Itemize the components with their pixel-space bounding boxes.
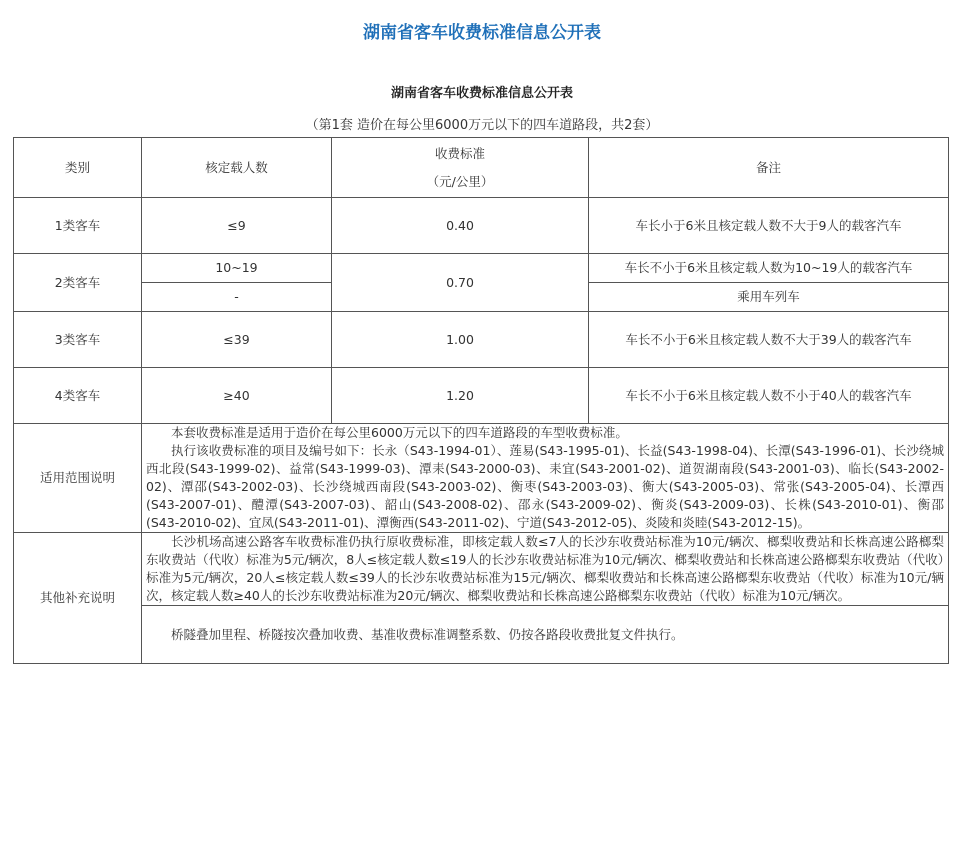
header-fee-unit: （元/公里） xyxy=(426,173,494,189)
table-row xyxy=(14,312,949,368)
row-remark: 乘用车列车 xyxy=(589,283,949,312)
other-paragraph: 桥隧叠加里程、桥隧按次叠加收费、基准收费标准调整系数、仍按各路段收费批复文件执行。 xyxy=(171,626,684,642)
header-fee-label: 收费标准 xyxy=(434,145,485,161)
header-category: 类别 xyxy=(14,138,142,198)
row-fee: 0.40 xyxy=(332,198,589,254)
row-seats: ≤39 xyxy=(142,312,332,368)
header-seats: 核定载人数 xyxy=(142,138,332,198)
other-description xyxy=(142,606,949,664)
row-remark: 车长不小于6米且核定载人数不大于39人的载客汽车 xyxy=(589,312,949,368)
row-category: 3类客车 xyxy=(14,312,142,368)
table-header-row xyxy=(14,138,949,198)
other-paragraph: 长沙机场高速公路客车收费标准仍执行原收费标准，即核定载人数≤7人的长沙东收费站标准为10元/辆次、榔梨收费站和长株高速公路榔梨东收费站（代收）标准为5元/辆次，8人≤核定载人数≤19人的长沙东收费站标准为10元/辆次、榔梨收费站和长株高速公路榔梨东收费站（代收）标准为5元/辆次，20人≤核定载人数≤39人的长沙东收费站标准为15元/辆次、榔梨收费站和长株高速公路榔梨东收费站（代收）标准为10元/辆次，核定载人数≥40人的长沙东收费站标准为20元/辆次、榔梨收费站和长株高速公路榔梨东收费站（代收）标准为10元/辆次。 xyxy=(146,534,944,603)
row-fee: 1.20 xyxy=(332,368,589,424)
row-remark: 车长不小于6米且核定载人数为10~19人的载客汽车 xyxy=(589,254,949,283)
row-fee: 1.00 xyxy=(332,312,589,368)
scope-description xyxy=(142,424,949,533)
scope-label: 适用范围说明 xyxy=(14,424,142,533)
row-category: 1类客车 xyxy=(14,198,142,254)
row-remark: 车长不小于6米且核定载人数不小于40人的载客汽车 xyxy=(589,368,949,424)
row-seats: ≥40 xyxy=(142,368,332,424)
other-row xyxy=(14,533,949,606)
row-category: 2类客车 xyxy=(14,254,142,312)
scope-paragraph: 执行该收费标准的项目及编号如下：长永（S43-1994-01）、莲易(S43-1995-01)、长益(S43-1998-04)、长潭(S43-1996-01)、长沙绕城西北段(S43-1999-02)、益常(S43-1999-03)、潭耒(S43-2000-03)、耒宜(S43-2001-02)、道贺湖南段(S43-2001-03)、临长(S43-2002-02)、潭邵(S43-2002-03)、长沙绕城西南段(S43-2003-02)、衡枣(S43-2003-03)、衡大(S43-2005-03)、常张(S43-2005-04)、长潭西(S43-2007-01)、醴潭(S43-2007-03)、韶山(S43-2008-02)、邵永(S43-2009-02)、衡炎(S43-2009-03)、长株(S43-2010-01)、衡邵(S43-2010-02)、宜凤(S43-2011-01)、潭衡西(S43-2011-02)、宁道(S43-2012-05)、炎陵和炎睦(S43-2012-15)。 xyxy=(146,443,944,530)
table-row xyxy=(14,368,949,424)
page-title: 湖南省客车收费标准信息公开表 xyxy=(363,23,601,43)
table-row xyxy=(14,254,949,283)
row-seats: - xyxy=(142,283,332,312)
fee-standard-table xyxy=(13,137,949,664)
row-seats: ≤9 xyxy=(142,198,332,254)
row-fee: 0.70 xyxy=(332,254,589,312)
document-subtitle: （第1套 造价在每公里6000万元以下的四车道路段，共2套） xyxy=(305,118,659,133)
scope-paragraph: 本套收费标准是适用于造价在每公里6000万元以下的四车道路段的车型收费标准。 xyxy=(171,425,628,440)
other-description xyxy=(142,533,949,606)
document-title: 湖南省客车收费标准信息公开表 xyxy=(390,86,573,101)
row-remark: 车长小于6米且核定载人数不大于9人的载客汽车 xyxy=(589,198,949,254)
other-label: 其他补充说明 xyxy=(14,533,142,664)
row-category: 4类客车 xyxy=(14,368,142,424)
table-row xyxy=(14,198,949,254)
header-remark: 备注 xyxy=(589,138,949,198)
scope-row xyxy=(14,424,949,533)
other-row xyxy=(14,606,949,664)
row-seats: 10~19 xyxy=(142,254,332,283)
header-fee xyxy=(332,138,589,198)
